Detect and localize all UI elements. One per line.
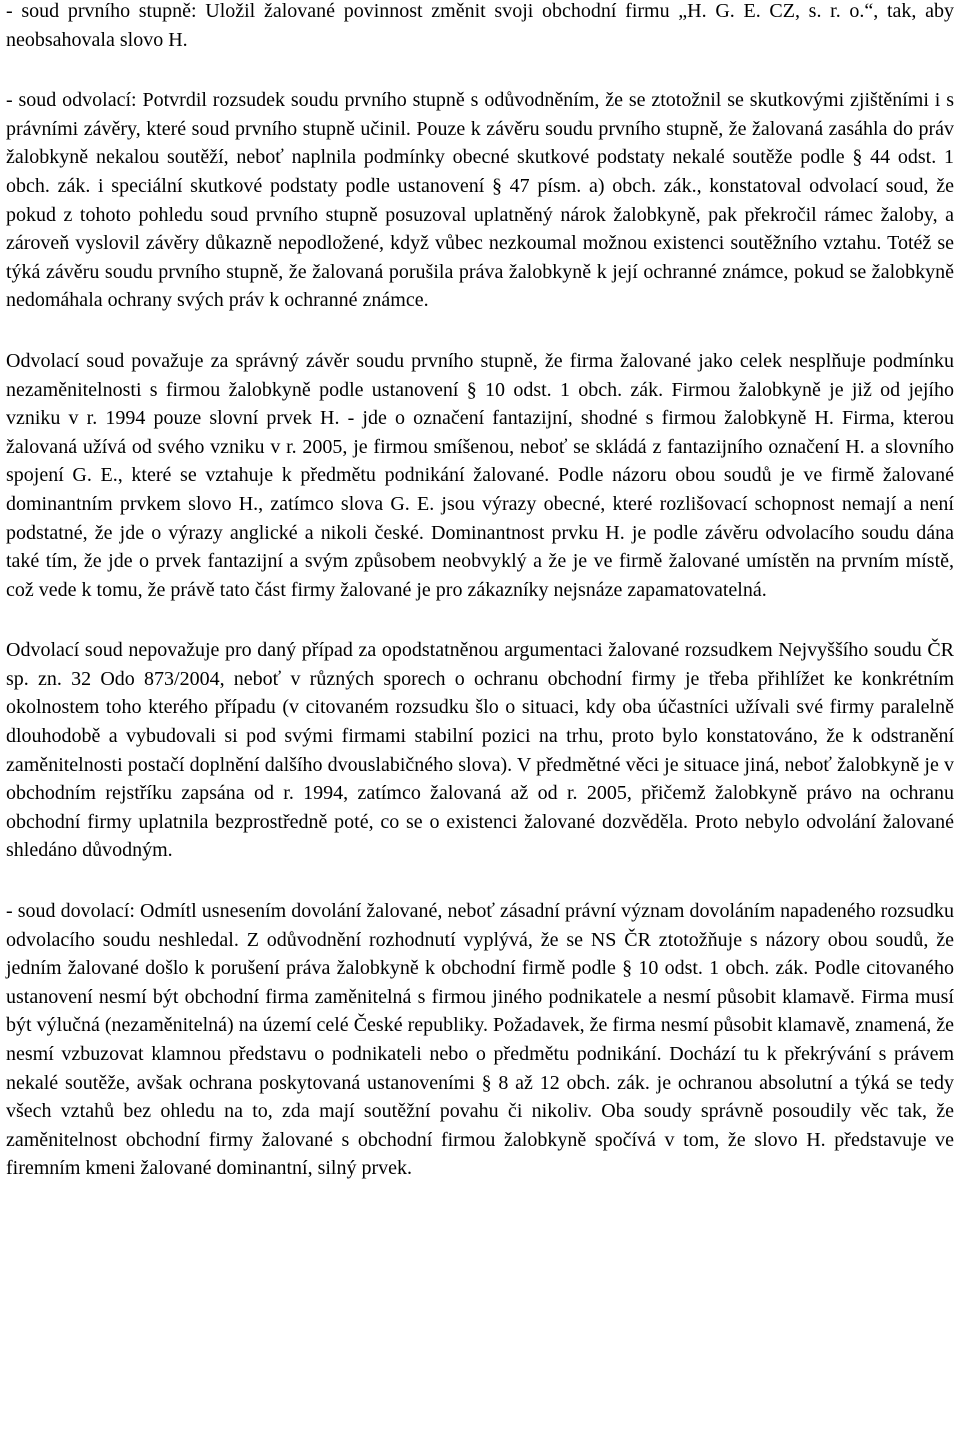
paragraph-appellate-court-argumentation: Odvolací soud nepovažuje pro daný případ za opodstatněnou argumentaci žalované rozsudkem Nejvyššího soudu ČR sp. zn. 32 Odo 873/2004, neboť v různých sporech o ochranu obchodní firmy je třeba přihlížet ke konkrétním okolnostem toho kterého případu (v citovaném rozsudku šlo o situaci, kdy oba účastníci užívali své firmy paralelně dlouhodobě a vybudovali si pod svými firmami stabilní pozici na trhu, proto bylo konstatováno, že k odstranění zaměnitelnosti postačí doplnění dalšího dvouslabičného slova). V předmětné věci je situace jiná, neboť žalobkyně je v obchodním rejstříku zapsána od r. 1994, zatímco žalovaná až od r. 2005, přičemž žalobkyně právo na ochranu obchodní firmy uplatnila bezprostředně poté, co se o existenci žalované dozvěděla. Proto nebylo odvolání žalované shledáno důvodným. (6, 639, 954, 862)
paragraph-appellate-court-opinion: Odvolací soud považuje za správný závěr soudu prvního stupně, že firma žalované jako celek nesplňuje podmínku nezaměnitelnosti s firmou žalobkyně podle ustanovení § 10 odst. 1 obch. zák. Firmou žalobkyně je již od jejího vzniku v r. 1994 pouze slovní prvek H. - jde o označení fantazijní, shodné s firmou žalobkyně H. Firma, kterou žalovaná užívá od svého vzniku v r. 2005, je firmou smíšenou, neboť se skládá z fantazijního označení H. a slovního spojení G. E., které se vztahuje k předmětu podnikání žalované. Podle názoru obou soudů je ve firmě žalované dominantním prvkem slovo H., zatímco slova G. E. jsou výrazy obecné, které rozlišovací schopnost nemají a není podstatné, že jde o výrazy anglické a nikoli české. Dominantnost prvku H. je podle závěru odvolacího soudu dána také tím, že jde o prvek fantazijní a svým způsobem neobvyklý a že je ve firmě žalované umístěn na prvním místě, což vede k tomu, že právě tato část firmy žalované je pro zákazníky nejsnáze zapamatovatelná. (6, 349, 954, 601)
paragraph-first-instance-court: - soud prvního stupně: Uložil žalované povinnost změnit svoji obchodní firmu „H. G. E. CZ, s. r. o.“, tak, aby neobsahovala slovo H. (6, 0, 954, 51)
paragraph-appellate-court: - soud odvolací: Potvrdil rozsudek soudu prvního stupně s odůvodněním, že se ztotožnil se skutkovými zjištěními i s právními závěry, které soud prvního stupně učinil. Pouze k závěru soudu prvního stupně, že žalovaná zasáhla do práv žalobkyně nekalou soutěží, neboť naplnila podmínky obecné skutkové podstaty nekalé soutěže podle § 44 odst. 1 obch. zák. i speciální skutkové podstaty podle ustanovení § 47 písm. a) obch. zák., konstatoval odvolací soud, že pokud z tohoto pohledu soud prvního stupně posuzoval uplatněný nárok žalobkyně, pak překročil rámec žaloby, a zároveň vyslovil závěry důkazně nepodložené, když vůbec nezkoumal možnou existenci soutěžního vztahu. Totéž se týká závěru soudu prvního stupně, že žalovaná porušila práva žalobkyně k její ochranné známce, pokud se žalobkyně nedomáhala ochrany svých práv k ochranné známce. (6, 89, 954, 312)
paragraph-supreme-court: - soud dovolací: Odmítl usnesením dovolání žalované, neboť zásadní právní význam dovoláním napadeného rozsudku odvolacího soudu neshledal. Z odůvodnění rozhodnutí vyplývá, že se NS ČR ztotožňuje s názory obou soudů, že jedním žalované došlo k porušení práva žalobkyně k obchodní firmě podle § 10 odst. 1 obch. zák. Podle citovaného ustanovení nesmí být obchodní firma zaměnitelná s firmou jiného podnikatele a nesmí působit klamavě. Firma musí být výlučná (nezaměnitelná) na území celé České republiky. Požadavek, že firma nesmí působit klamavě, znamená, že nesmí vzbuzovat klamnou představu o podnikateli nebo o předmětu podnikání. Dochází tu k překrývání s právem nekalé soutěže, avšak ochrana poskytovaná ustanoveními § 8 až 12 obch. zák. je ochranou absolutní a týká se tedy všech vztahů bez ohledu na to, zda mají soutěžní povahu či nikoliv. Oba soudy správně posoudily věc tak, že zaměnitelnost obchodní firmy žalované s obchodní firmou žalobkyně spočívá v tom, že slovo H. představuje ve firemním kmeni žalované dominantní, silný prvek. (6, 900, 954, 1180)
